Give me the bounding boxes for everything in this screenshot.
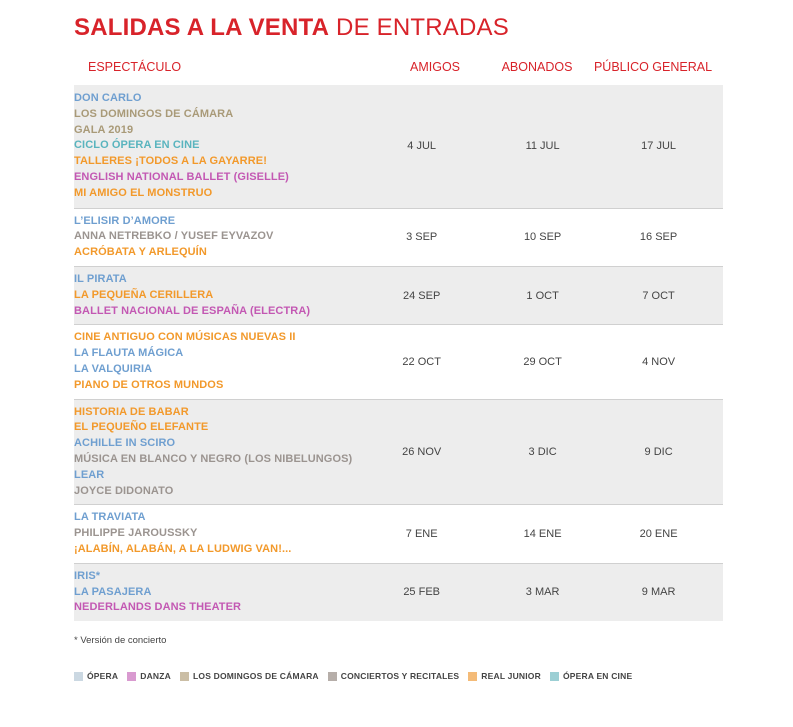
show-title: JOYCE DIDONATO (74, 484, 174, 497)
header-amigos: AMIGOS (409, 60, 461, 74)
show-list (74, 85, 352, 208)
show-title: ANNA NETREBKO / YUSEF EYVAZOV (74, 230, 274, 243)
date-abonados: 1 OCT (491, 266, 594, 324)
show-list (74, 399, 352, 505)
legend-item (127, 671, 171, 681)
date-amigos: 22 OCT (352, 325, 491, 399)
legend-item (328, 671, 460, 681)
sales-table (74, 85, 723, 621)
show-title: CINE ANTIGUO CON MÚSICAS NUEVAS II (74, 331, 296, 344)
date-abonados: 3 MAR (491, 563, 594, 621)
show-title: LA PASAJERA (74, 585, 152, 598)
show-title: GALA 2019 (74, 123, 134, 136)
table-row (74, 399, 723, 505)
show-title: LA FLAUTA MÁGICA (74, 347, 184, 360)
date-abonados: 14 ENE (491, 505, 594, 563)
show-title: LA PEQUEÑA CERILLERA (74, 288, 214, 301)
show-title: MÚSICA EN BLANCO Y NEGRO (LOS NIBELUNGOS) (74, 452, 353, 465)
date-publico: 9 DIC (594, 399, 723, 505)
footnote: * Versión de concierto (74, 635, 167, 646)
date-abonados: 29 OCT (491, 325, 594, 399)
show-title: BALLET NACIONAL DE ESPAÑA (ELECTRA) (74, 304, 311, 317)
legend-item (550, 671, 632, 681)
show-list (74, 266, 352, 324)
title-light: DE ENTRADAS (336, 14, 509, 41)
header-publico: PÚBLICO GENERAL (593, 60, 713, 74)
date-amigos: 24 SEP (352, 266, 491, 324)
legend-label: LOS DOMINGOS DE CÁMARA (192, 671, 319, 681)
show-title: EL PEQUEÑO ELEFANTE (74, 421, 209, 434)
legend-label: ÓPERA EN CINE (562, 671, 633, 681)
table-row (74, 325, 723, 399)
legend-item (74, 671, 118, 681)
show-title: PHILIPPE JAROUSSKY (74, 527, 198, 540)
date-publico: 7 OCT (594, 266, 723, 324)
legend (74, 671, 641, 681)
date-amigos: 25 FEB (352, 563, 491, 621)
table-row (74, 208, 723, 266)
header-show: ESPECTÁCULO (88, 60, 182, 74)
title-bold: SALIDAS A LA VENTA (74, 14, 330, 41)
table-row (74, 563, 723, 621)
table-row (74, 266, 723, 324)
show-title: IRIS* (74, 569, 101, 582)
show-title: LEAR (74, 468, 105, 481)
legend-swatch (74, 672, 83, 681)
date-amigos: 3 SEP (352, 208, 491, 266)
date-abonados: 11 JUL (525, 140, 560, 153)
date-publico: 17 JUL (641, 140, 677, 153)
show-title: LA TRAVIATA (74, 511, 146, 524)
show-title: LOS DOMINGOS DE CÁMARA (74, 107, 234, 120)
header-abonados: ABONADOS (501, 60, 573, 74)
show-title: TALLERES ¡TODOS A LA GAYARRE! (74, 155, 267, 168)
show-title: NEDERLANDS DANS THEATER (74, 601, 242, 614)
date-amigos: 4 JUL (407, 140, 437, 153)
show-title: CICLO ÓPERA EN CINE (74, 139, 200, 152)
legend-item (180, 671, 319, 681)
legend-swatch (550, 672, 559, 681)
show-title: ACRÓBATA Y ARLEQUÍN (74, 246, 207, 259)
date-publico: 4 NOV (594, 325, 723, 399)
show-title: ACHILLE IN SCIRO (74, 437, 176, 450)
show-title: ENGLISH NATIONAL BALLET (GISELLE) (74, 170, 289, 183)
legend-label: CONCIERTOS Y RECITALES (340, 671, 460, 681)
show-title: L’ELISIR D’AMORE (74, 214, 176, 227)
show-title: DON CARLO (74, 92, 142, 104)
legend-swatch (468, 672, 477, 681)
date-publico: 16 SEP (594, 208, 723, 266)
show-title: ¡ALABÍN, ALABÁN, A LA LUDWIG VAN!... (74, 542, 292, 555)
show-title: HISTORIA DE BABAR (74, 405, 189, 418)
show-title: LA VALQUIRIA (74, 362, 153, 375)
date-publico: 9 MAR (594, 563, 723, 621)
legend-label: REAL JUNIOR (481, 671, 541, 681)
show-title: IL PIRATA (74, 272, 127, 285)
date-abonados: 10 SEP (491, 208, 594, 266)
legend-swatch (127, 672, 136, 681)
show-list (74, 563, 352, 621)
date-publico: 20 ENE (594, 505, 723, 563)
legend-label: ÓPERA (87, 671, 119, 681)
page-title (74, 14, 509, 42)
legend-label: DANZA (140, 671, 171, 681)
show-title: MI AMIGO EL MONSTRUO (74, 186, 213, 199)
table-row (74, 505, 723, 563)
show-list (74, 325, 352, 399)
date-abonados: 3 DIC (491, 399, 594, 505)
legend-swatch (180, 672, 189, 681)
show-list (74, 208, 352, 266)
legend-item (468, 671, 541, 681)
date-amigos: 7 ENE (352, 505, 491, 563)
legend-swatch (328, 672, 337, 681)
table-row (74, 85, 723, 208)
show-list (74, 505, 352, 563)
date-amigos: 26 NOV (352, 399, 491, 505)
show-title: PIANO DE OTROS MUNDOS (74, 378, 224, 391)
